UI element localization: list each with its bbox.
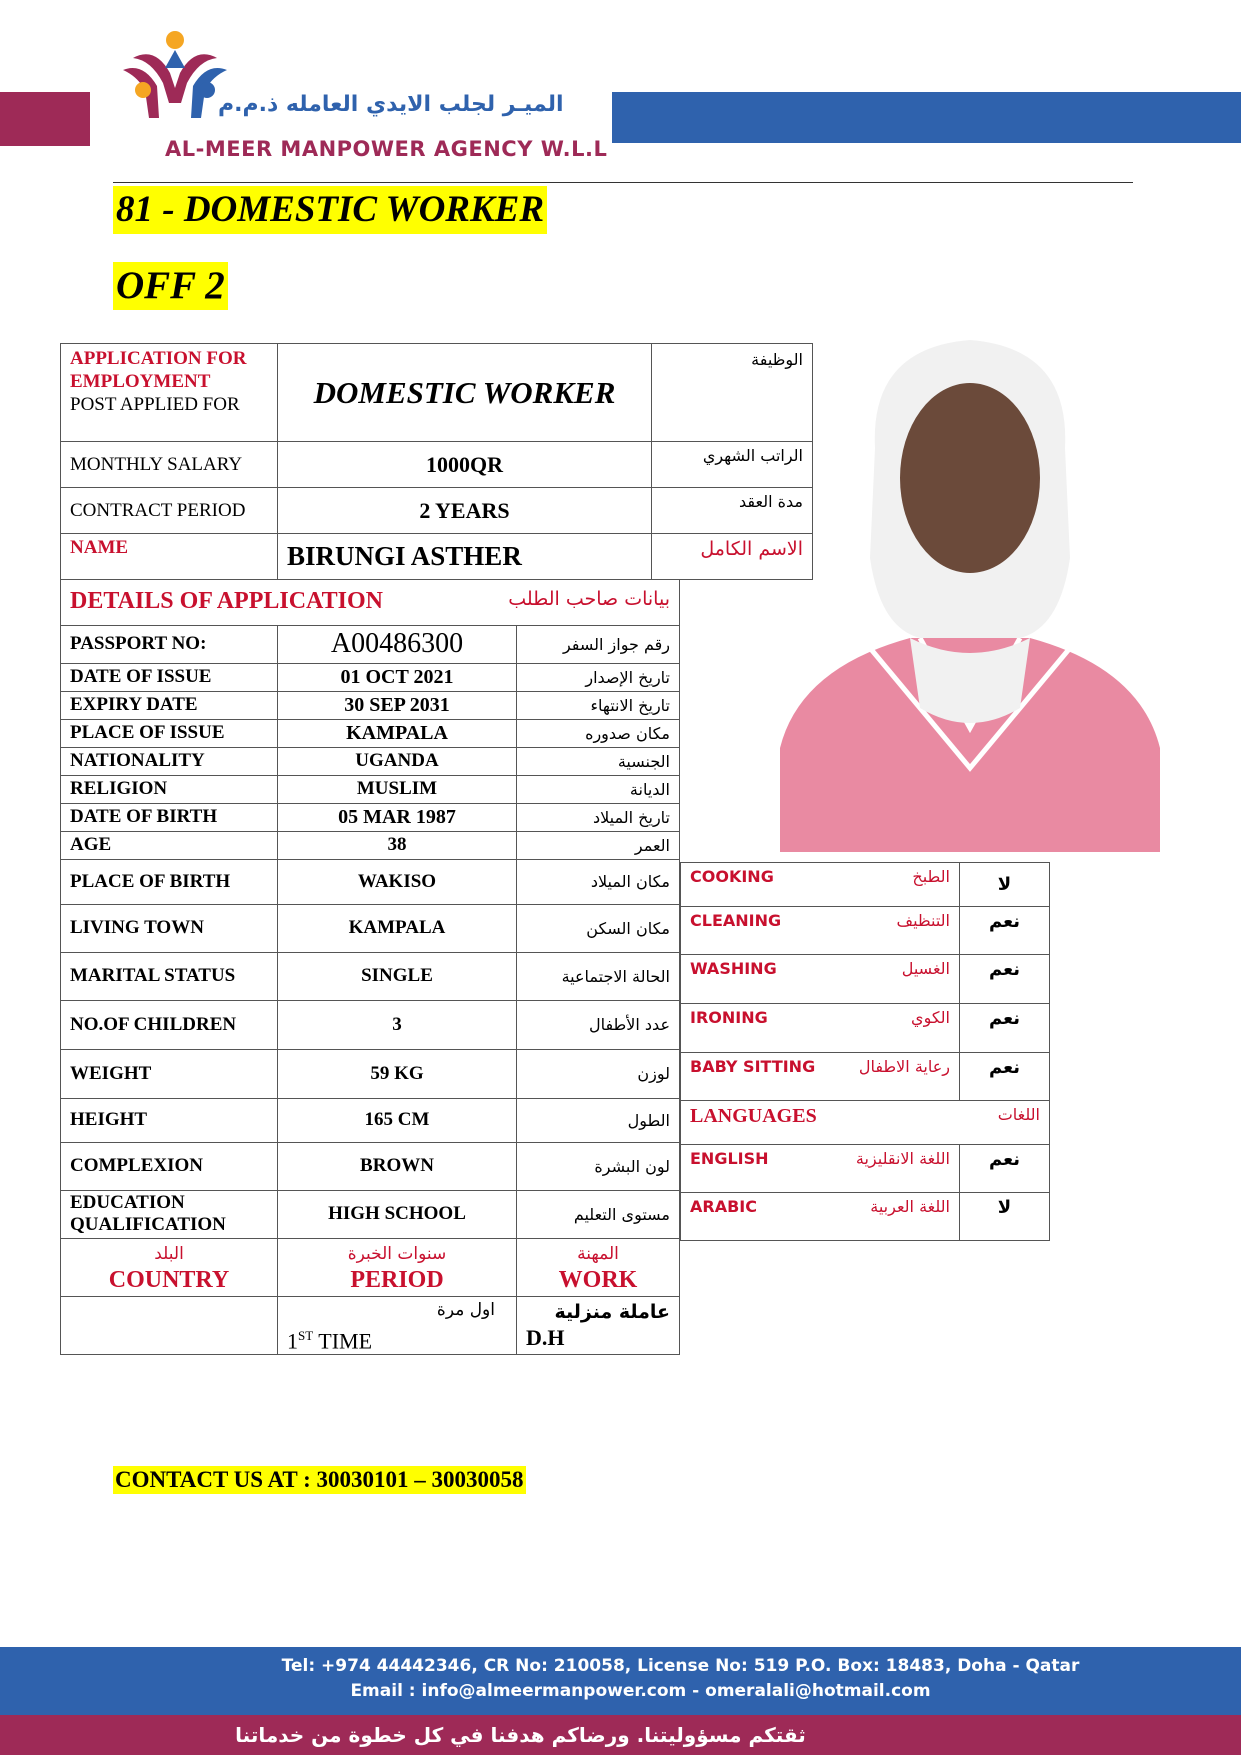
- language-row: [681, 1145, 1050, 1193]
- languages-header-row: [681, 1101, 1050, 1145]
- marital-status-value: SINGLE: [278, 952, 517, 1000]
- work-header-ar: المهنة: [577, 1244, 619, 1264]
- page-subtitle: OFF 2: [113, 262, 228, 310]
- language-name: ENGLISH: [690, 1149, 769, 1168]
- issue-date-arabic: تاريخ الإصدار: [517, 663, 680, 691]
- complexion-arabic: لون البشرة: [517, 1142, 680, 1190]
- application-label: APPLICATION FOR EMPLOYMENT: [70, 348, 247, 392]
- experience-period-ar: اول مرة: [436, 1299, 495, 1320]
- complexion-label: COMPLEXION: [61, 1142, 278, 1190]
- height-label: HEIGHT: [61, 1098, 278, 1142]
- contact-line: CONTACT US AT : 30030101 – 30030058: [115, 1467, 524, 1492]
- skill-name: WASHING: [690, 959, 777, 978]
- skill-cell: [681, 955, 960, 1004]
- religion-value: MUSLIM: [278, 775, 517, 803]
- religion-label: RELIGION: [61, 775, 278, 803]
- issue-date-label: DATE OF ISSUE: [61, 663, 278, 691]
- language-row: [681, 1193, 1050, 1241]
- skill-cell: [681, 907, 960, 955]
- detail-row: [61, 625, 680, 663]
- nationality-value: UGANDA: [278, 747, 517, 775]
- skill-row: [681, 1053, 1050, 1101]
- name-arabic: الاسم الكامل: [652, 534, 813, 580]
- work-header-en: WORK: [558, 1267, 638, 1293]
- period-number: 1: [287, 1327, 298, 1353]
- place-of-issue-value: KAMPALA: [278, 719, 517, 747]
- salary-label: MONTHLY SALARY: [61, 442, 278, 488]
- post-label: POST APPLIED FOR: [70, 394, 240, 415]
- detail-row: [61, 1049, 680, 1098]
- footer-tel-line: Tel: +974 44442346, CR No: 210058, License No: 519 P.O. Box: 18483, Doha - Qatar: [281, 1656, 1080, 1676]
- skills-table: [680, 862, 1050, 1241]
- height-value: 165 CM: [278, 1098, 517, 1142]
- experience-period: [278, 1296, 517, 1354]
- detail-row: [61, 952, 680, 1000]
- experience-header-row: [61, 1238, 680, 1296]
- details-heading-en: DETAILS OF APPLICATION: [70, 588, 383, 615]
- issue-date-value: 01 OCT 2021: [278, 663, 517, 691]
- name-value: BIRUNGI ASTHER: [278, 534, 652, 580]
- language-name: ARABIC: [690, 1197, 757, 1216]
- header-divider: [113, 182, 1133, 183]
- age-arabic: العمر: [517, 831, 680, 859]
- skill-row: [681, 955, 1050, 1004]
- education-value: HIGH SCHOOL: [278, 1190, 517, 1238]
- detail-row: [61, 831, 680, 859]
- children-label: NO.OF CHILDREN: [61, 1000, 278, 1049]
- period-header: [278, 1238, 517, 1296]
- living-town-value: KAMPALA: [278, 904, 517, 952]
- languages-label-ar: اللغات: [997, 1105, 1040, 1124]
- marital-status-label: MARITAL STATUS: [61, 952, 278, 1000]
- header-blue-band: [612, 92, 1241, 143]
- period-header-ar: سنوات الخبرة: [347, 1244, 447, 1264]
- detail-row: [61, 904, 680, 952]
- place-of-issue-arabic: مكان صدوره: [517, 719, 680, 747]
- education-label: EDUCATION QUALIFICATION: [61, 1190, 278, 1238]
- living-town-arabic: مكان السكن: [517, 904, 680, 952]
- skill-answer: لا: [960, 863, 1050, 907]
- detail-row: [61, 775, 680, 803]
- detail-row: [61, 1190, 680, 1238]
- skill-name: BABY SITTING: [690, 1057, 816, 1076]
- contract-arabic: مدة العقد: [652, 488, 813, 534]
- language-answer: نعم: [960, 1145, 1050, 1193]
- name-label: NAME: [61, 534, 278, 580]
- skill-answer: نعم: [960, 1053, 1050, 1101]
- contract-label: CONTRACT PERIOD: [61, 488, 278, 534]
- salary-arabic: الراتب الشهري: [652, 442, 813, 488]
- languages-label: LANGUAGES: [690, 1105, 817, 1127]
- post-table: [60, 343, 813, 580]
- skill-name-ar: الطبخ: [912, 867, 950, 886]
- skill-row: [681, 907, 1050, 955]
- children-arabic: عدد الأطفال: [517, 1000, 680, 1049]
- place-of-birth-arabic: مكان الميلاد: [517, 859, 680, 904]
- post-label-cell: [61, 344, 278, 442]
- weight-arabic: لوزن: [517, 1049, 680, 1098]
- place-of-birth-value: WAKISO: [278, 859, 517, 904]
- detail-row: [61, 1142, 680, 1190]
- post-arabic: الوظيفة: [652, 344, 813, 442]
- detail-row: [61, 747, 680, 775]
- contract-value: 2 YEARS: [278, 488, 652, 534]
- place-of-issue-label: PLACE OF ISSUE: [61, 719, 278, 747]
- skill-row: [681, 863, 1050, 907]
- expiry-date-label: EXPIRY DATE: [61, 691, 278, 719]
- detail-row: [61, 803, 680, 831]
- weight-label: WEIGHT: [61, 1049, 278, 1098]
- skill-name: CLEANING: [690, 911, 782, 930]
- detail-row: [61, 1098, 680, 1142]
- passport-label: PASSPORT NO:: [61, 625, 278, 663]
- complexion-value: BROWN: [278, 1142, 517, 1190]
- period-suffix: ST: [298, 1327, 314, 1343]
- age-label: AGE: [61, 831, 278, 859]
- detail-row: [61, 691, 680, 719]
- company-name-arabic: الميـر لجلب الايدي العامله ذ.م.م: [218, 92, 564, 117]
- detail-row: [61, 859, 680, 904]
- skill-answer: نعم: [960, 955, 1050, 1004]
- skill-row: [681, 1004, 1050, 1053]
- place-of-birth-label: PLACE OF BIRTH: [61, 859, 278, 904]
- country-header-en: COUNTRY: [108, 1267, 230, 1293]
- skill-name-ar: الغسيل: [901, 959, 950, 978]
- skill-name-ar: الكوي: [911, 1008, 950, 1027]
- education-arabic: مستوى التعليم: [517, 1190, 680, 1238]
- skill-cell: [681, 1053, 960, 1101]
- nationality-label: NATIONALITY: [61, 747, 278, 775]
- header-maroon-band: [0, 92, 90, 146]
- country-header: [61, 1238, 278, 1296]
- children-value: 3: [278, 1000, 517, 1049]
- skill-name-ar: التنظيف: [896, 911, 950, 930]
- dob-label: DATE OF BIRTH: [61, 803, 278, 831]
- experience-country: [61, 1296, 278, 1354]
- salary-value: 1000QR: [278, 442, 652, 488]
- skill-name: IRONING: [690, 1008, 768, 1027]
- expiry-date-value: 30 SEP 2031: [278, 691, 517, 719]
- skill-name: COOKING: [690, 867, 774, 886]
- company-logo-icon: [115, 28, 235, 128]
- experience-row: [61, 1296, 680, 1354]
- detail-row: [61, 1000, 680, 1049]
- marital-status-arabic: الحالة الاجتماعية: [517, 952, 680, 1000]
- detail-row: [61, 719, 680, 747]
- details-heading-ar: بيانات صاحب الطلب: [508, 588, 670, 611]
- age-value: 38: [278, 831, 517, 859]
- expiry-date-arabic: تاريخ الانتهاء: [517, 691, 680, 719]
- experience-work-ar: عاملة منزلية: [554, 1301, 670, 1324]
- details-heading: [61, 579, 680, 625]
- skill-cell: [681, 863, 960, 907]
- languages-header: [681, 1101, 1050, 1145]
- language-cell: [681, 1145, 960, 1193]
- nationality-arabic: الجنسية: [517, 747, 680, 775]
- passport-arabic: رقم جواز السفر: [517, 625, 680, 663]
- country-header-ar: البلد: [154, 1244, 184, 1264]
- language-cell: [681, 1193, 960, 1241]
- skill-name-ar: رعاية الاطفال: [858, 1057, 950, 1076]
- footer-info-band: [0, 1647, 1241, 1715]
- skill-answer: نعم: [960, 907, 1050, 955]
- dob-value: 05 MAR 1987: [278, 803, 517, 831]
- experience-work: [517, 1296, 680, 1354]
- dob-arabic: تاريخ الميلاد: [517, 803, 680, 831]
- experience-work-en: D.H: [526, 1325, 565, 1351]
- company-name-english: AL-MEER MANPOWER AGENCY W.L.L: [165, 137, 608, 161]
- passport-value: A00486300: [278, 625, 517, 663]
- footer-email-line: Email : info@almeermanpower.com - omeralali@hotmail.com: [350, 1681, 931, 1701]
- living-town-label: LIVING TOWN: [61, 904, 278, 952]
- skill-answer: نعم: [960, 1004, 1050, 1053]
- footer-slogan: ثقتكم مسؤوليتنا. ورضاكم هدفنا في كل خطوة من خدماتنا: [235, 1723, 806, 1747]
- period-rest: TIME: [313, 1327, 373, 1353]
- details-table: [60, 579, 680, 1355]
- period-header-en: PERIOD: [350, 1267, 444, 1293]
- language-name-ar: اللغة العربية: [870, 1197, 950, 1216]
- language-answer: لا: [960, 1193, 1050, 1241]
- weight-value: 59 KG: [278, 1049, 517, 1098]
- page-title: 81 - DOMESTIC WORKER: [113, 186, 547, 234]
- experience-period-en: [287, 1323, 507, 1354]
- skill-cell: [681, 1004, 960, 1053]
- work-header: [517, 1238, 680, 1296]
- language-name-ar: اللغة الانقليزية: [855, 1149, 950, 1168]
- detail-row: [61, 663, 680, 691]
- religion-arabic: الديانة: [517, 775, 680, 803]
- height-arabic: الطول: [517, 1098, 680, 1142]
- footer-slogan-band: [0, 1715, 1241, 1755]
- post-value: DOMESTIC WORKER: [278, 344, 652, 442]
